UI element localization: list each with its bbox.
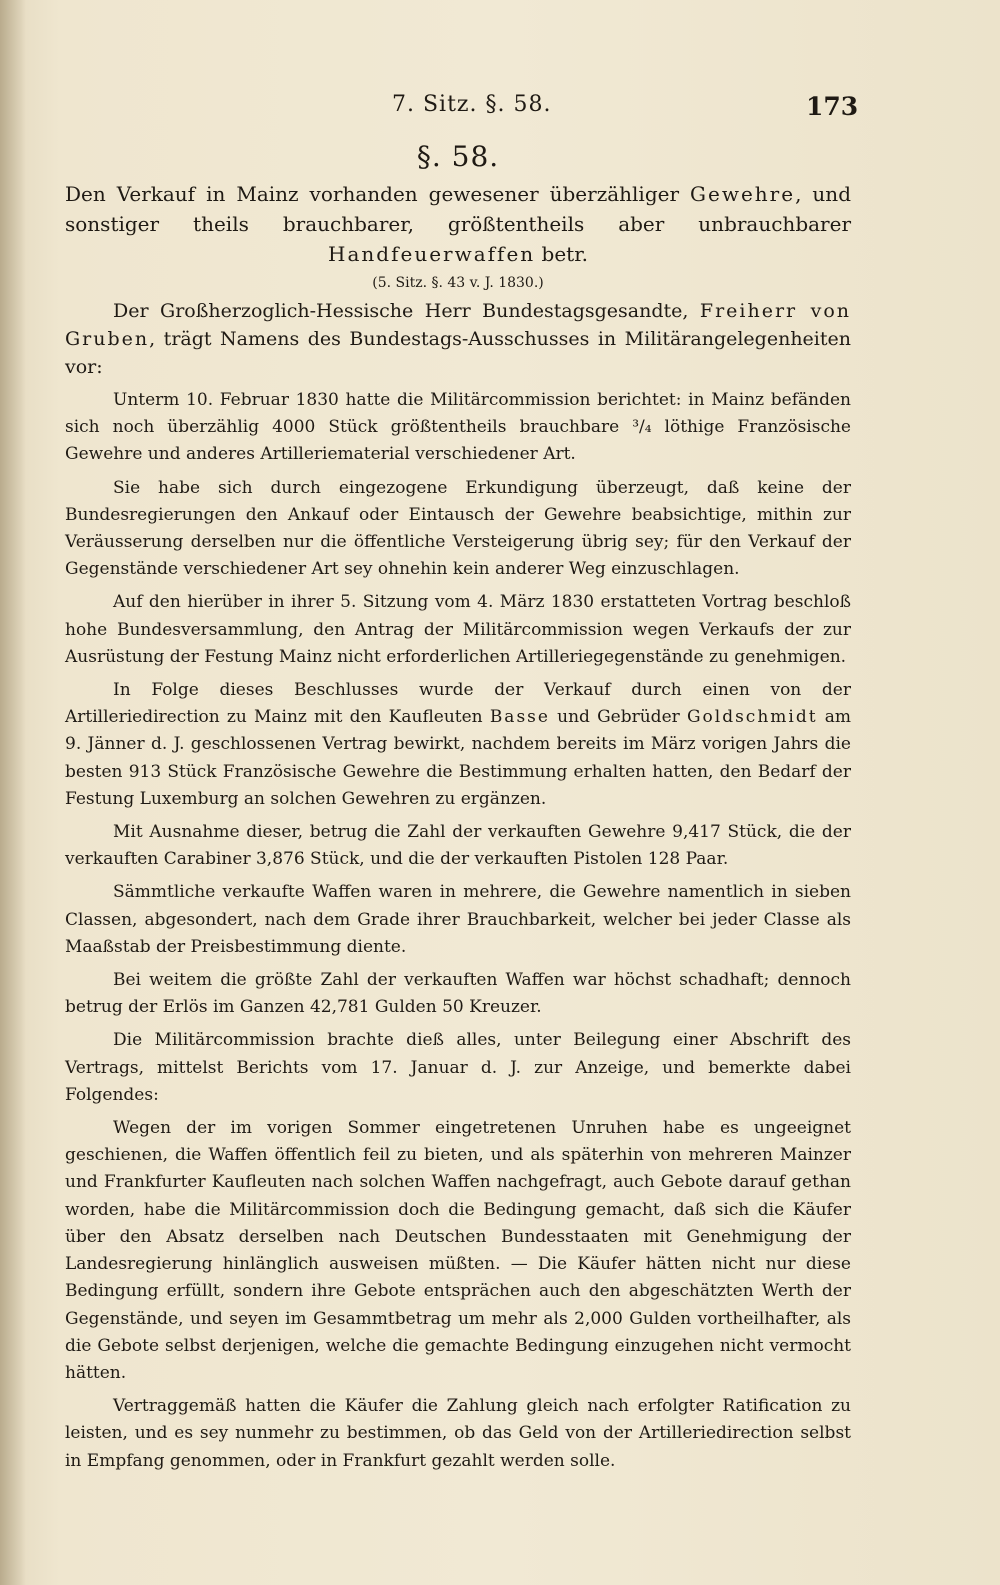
heading-spaced-2: Handfeuerwaffen [328,242,536,266]
heading-text-1: Den Verkauf in Mainz vorhanden gewesener überzähliger [65,182,691,206]
section-heading [65,179,851,269]
paragraph-7: Sämmtliche verkaufte Waffen waren in mehrere, die Gewehre namentlich in sieben Classen, abgesondert, nach dem Grade ihrer Brauchbarkeit, welcher bei jeder Classe als Maaßstab der Preisbestimmung diente. [65,882,851,957]
paragraph-9: Die Militärcommission brachte dieß alles, unter Beilegung einer Abschrift des Vertrags, mittelst Berichts vom 17. Januar d. J. zur Anzeige, und bemerkte dabei Folgendes: [65,1030,851,1105]
paragraph-1-name: Freiherr von Gruben [65,300,852,350]
paragraph-6: Mit Ausnahme dieser, betrug die Zahl der verkauften Gewehre 9,417 Stück, die der verkauften Carabiner 3,876 Stück, und die der verkauften Pistolen 128 Paar. [65,822,851,870]
paragraph-8: Bei weitem die größte Zahl der verkauften Waffen war höchst schadhaft; dennoch betrug der Erlös im Ganzen 42,781 Gulden 50 Kreuzer. [65,970,851,1018]
heading-text-3: betr. [535,242,588,266]
page-header [0,92,1000,132]
paragraph-5-name-goldschmidt: Goldschmidt [686,707,818,728]
paragraph-1-text-a: Der Großherzoglich-Hessische Herr Bundestagsgesandte, [113,300,700,322]
paragraph-5-text-c: und Gebrüder [549,707,687,728]
section-title: §. 58. [416,140,500,173]
paragraph-1 [65,297,851,381]
heading-text-2: , und sonstiger theils brauchbarer, größtentheils aber unbrauchbarer [65,182,851,236]
page-number: 173 [806,92,859,121]
paragraph-4: Auf den hierüber in ihrer 5. Sitzung vom 4. März 1830 erstatteten Vortrag beschloß hohe Bundesversammlung, den Antrag der Militärcommission wegen Verkaufs der zur Ausrüstung der Festung Mainz nicht erforderlichen Artilleriegegenstände zu genehmigen. [65,592,851,667]
heading-spaced-1: Gewehre [690,182,796,206]
paragraph-5-text-a: In Folge dieses Beschlusses wurde der Verkauf durch einen von der Artilleriedirection zu Mainz mit den Kaufleuten [65,680,851,728]
paragraph-5-text-e: am 9. Jänner d. J. geschlossenen Vertrag bewirkt, nachdem bereits im März vorigen Jahrs die besten 913 Stück Französische Gewehre die Bestimmung erhalten hatten, den Bedarf der Festung Luxemburg an solchen Gewehren zu ergänzen. [65,707,851,809]
paragraph-1-text-c: , trägt Namens des Bundestags-Ausschusses in Militärangelegenheiten vor: [65,328,851,378]
session-reference: (5. Sitz. §. 43 v. J. 1830.) [372,275,544,291]
page-body [65,140,851,1481]
paragraph-3: Sie habe sich durch eingezogene Erkundigung überzeugt, daß keine der Bundesregierungen den Ankauf oder Eintausch der Gewehre beabsichtige, mithin zur Veräusserung derselben nur die öffentliche Versteigerung übrig sey; für den Verkauf der Gegenstände verschiedener Art sey ohnehin kein anderer Weg einzuschlagen. [65,477,851,580]
paragraph-5 [65,677,851,813]
paragraph-2: Unterm 10. Februar 1830 hatte die Militärcommission berichtet: in Mainz befänden sich noch überzählig 4000 Stück größtentheils brauchbare ³/₄ löthige Französische Gewehre und anderes Artilleriematerial verschiedener Art. [65,390,851,465]
paragraph-11: Vertraggemäß hatten die Käufer die Zahlung gleich nach erfolgter Ratification zu leisten, und es sey nunmehr zu bestimmen, ob das Geld von der Artilleriedirection selbst in Empfang genommen, oder in Frankfurt gezahlt werden solle. [65,1396,851,1471]
paragraph-5-name-basse: Basse [489,707,550,728]
running-head: 7. Sitz. §. 58. [392,92,552,117]
page-spine-shadow [0,0,26,1585]
paragraph-10: Wegen der im vorigen Sommer eingetretenen Unruhen habe es ungeeignet geschienen, die Waffen öffentlich feil zu bieten, und als späterhin von mehreren Mainzer und Frankfurter Kaufleuten nach solchen Waffen nachgefragt, auch Gebote darauf gethan worden, habe die Militärcommission doch die Bedingung gemacht, daß sich die Käufer über den Absatz derselben nach Deutschen Bundesstaaten mit Genehmigung der Landesregierung hinlänglich ausweisen müßten. — Die Käufer hätten nicht nur diese Bedingung erfüllt, sondern ihre Gebote entsprächen auch den abgeschätzten Werth der Gegenstände, und seyen im Gesammtbetrag um mehr als 2,000 Gulden vortheilhafter, als die Gebote selbst derjenigen, welche die gemachte Bedingung einzugehen nicht vermocht hätten. [65,1118,851,1383]
